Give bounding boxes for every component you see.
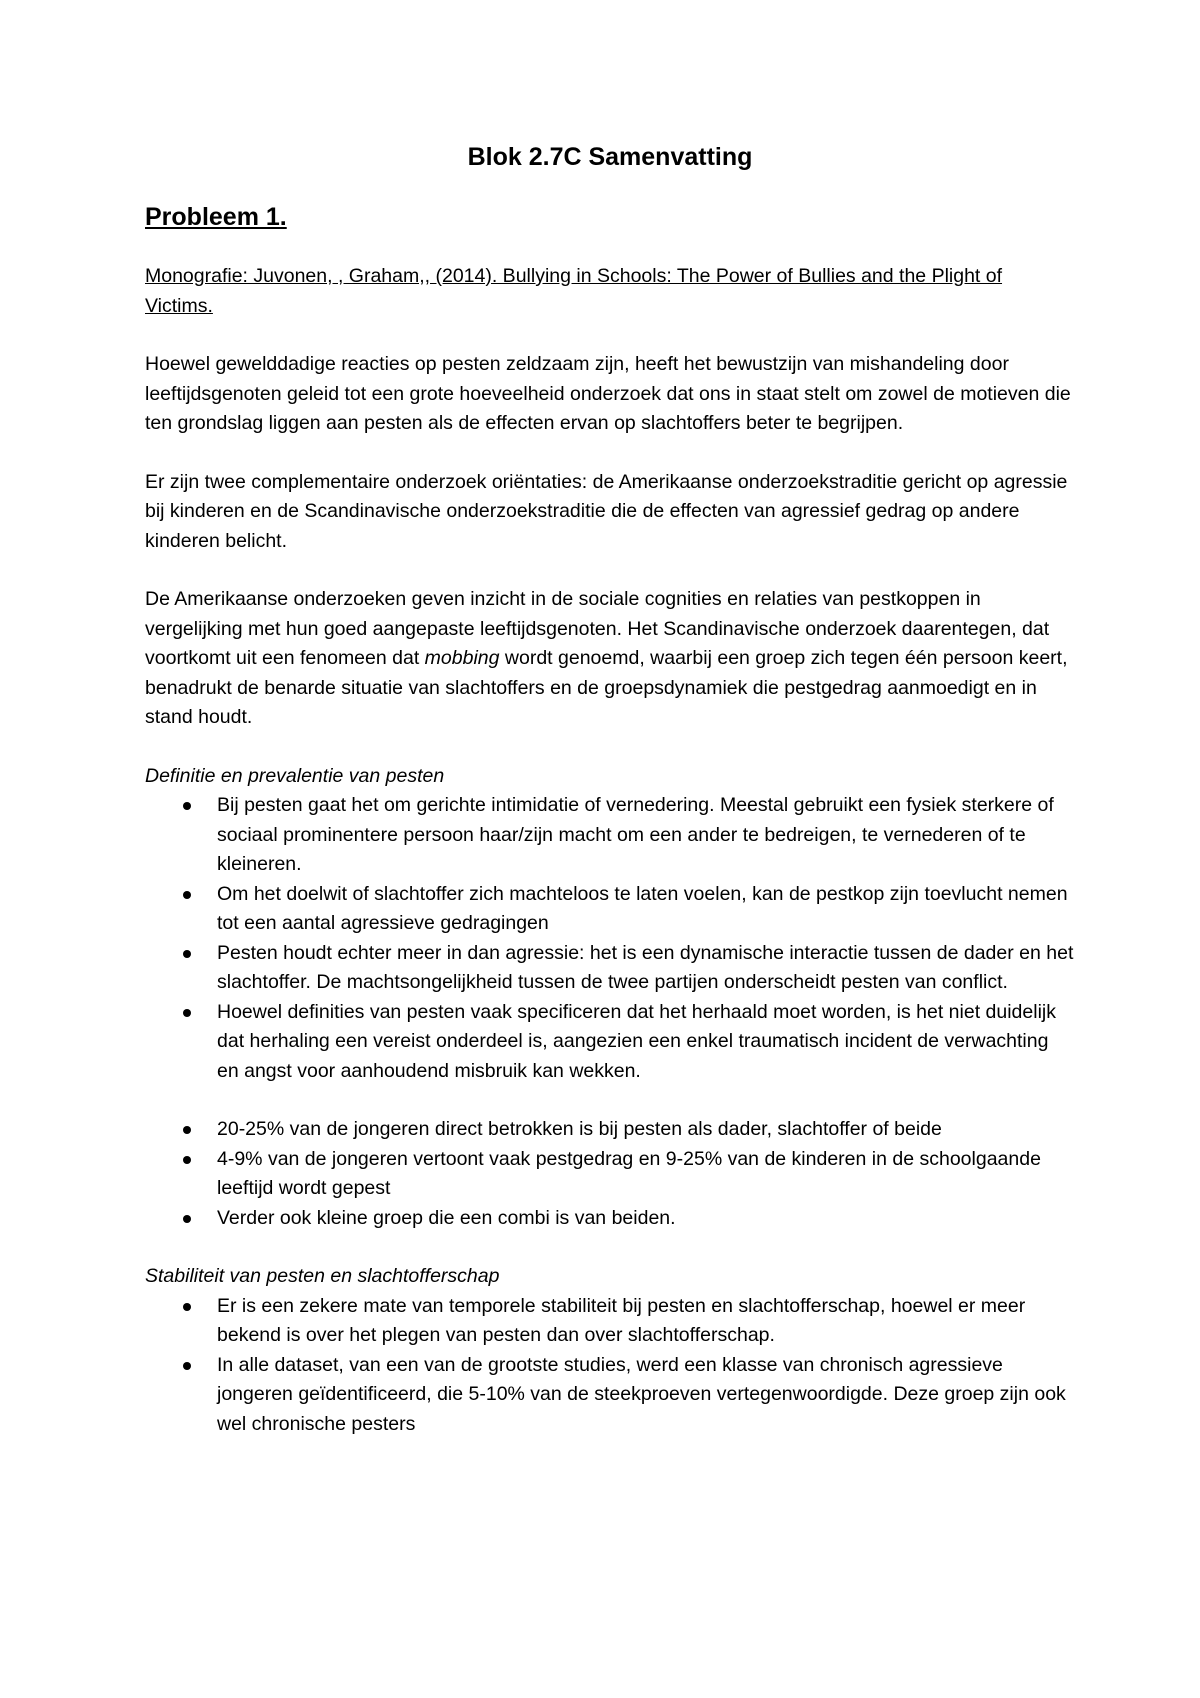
list-item xyxy=(217,1115,1075,1145)
document-content xyxy=(145,140,1075,1468)
list-item xyxy=(217,1292,1075,1351)
bullet-dot-icon xyxy=(183,1009,191,1017)
list-item-text: Hoewel definities van pesten vaak specificeren dat het herhaald moet worden, is het niet duidelijk dat herhaling een vereist onderdeel is, aangezien een enkel traumatisch incident de verwachting en angst voor aanhoudend misbruik kan wekken. xyxy=(217,1000,1056,1082)
literature-reference: Monografie: Juvonen, , Graham,, (2014). Bullying in Schools: The Power of Bullies and the Plight of Victims. xyxy=(145,265,1003,317)
paragraph-text-before: De Amerikaanse onderzoeken geven inzicht in de sociale cognities en relaties van pestkoppen in vergelijking met hun goed aangepaste leeftijdsgenoten. Het Scandinavische onderzoek daarentegen, dat voortkomt uit een fenomeen dat xyxy=(145,588,1050,669)
list-item xyxy=(217,1145,1075,1204)
bullet-list-prevalence xyxy=(145,1115,1075,1233)
bullet-list-definition xyxy=(145,791,1075,1086)
list-item-text: Verder ook kleine groep die een combi is van beiden. xyxy=(217,1206,676,1229)
paragraph-intro: Hoewel gewelddadige reacties op pesten zeldzaam zijn, heeft het bewustzijn van mishandeling door leeftijdsgenoten geleid tot een grote hoeveelheid onderzoek dat ons in staat stelt om zowel de motieven die ten grondslag liggen aan pesten als de effecten ervan op slachtoffers beter te begrijpen. xyxy=(145,353,1071,434)
list-item-text: In alle dataset, van een van de grootste studies, werd een klasse van chronisch agressieve jongeren geïdentificeerd, die 5-10% van de steekproeven vertegenwoordigde. Deze groep zijn ook wel chronische pesters xyxy=(217,1353,1066,1435)
list-item-text: Bij pesten gaat het om gerichte intimidatie of vernedering. Meestal gebruikt een fysiek sterkere of sociaal prominentere persoon haar/zijn macht om een ander te bedreigen, te vernederen of te kleineren. xyxy=(217,794,1054,875)
emphasized-term-mobbing: mobbing xyxy=(424,647,500,669)
paragraph-research-traditions xyxy=(145,585,1075,733)
list-item xyxy=(217,998,1075,1087)
list-item-text: Om het doelwit of slachtoffer zich machteloos te laten voelen, kan de pestkop zijn toevlucht nemen tot een aantal agressieve gedragingen xyxy=(217,882,1068,934)
bullet-dot-icon xyxy=(183,1156,191,1164)
list-item xyxy=(217,1204,1075,1234)
list-item-text: Pesten houdt echter meer in dan agressie: het is een dynamische interactie tussen de dader en het slachtoffer. De machtsongelijkheid tussen de twee partijen onderscheidt pesten van conflict. xyxy=(217,941,1074,993)
bullet-dot-icon xyxy=(183,1362,191,1370)
list-item xyxy=(217,1351,1075,1440)
subheading-stability: Stabiliteit van pesten en slachtofferschap xyxy=(145,1265,500,1287)
bullet-dot-icon xyxy=(183,950,191,958)
subheading-definition: Definitie en prevalentie van pesten xyxy=(145,764,445,787)
paragraph-text-after: wordt genoemd, waarbij een groep zich tegen één persoon keert, benadrukt de benarde situatie van slachtoffers en de groepsdynamiek die pestgedrag aanmoedigt en in stand houdt. xyxy=(145,647,1068,728)
document-title: Blok 2.7C Samenvatting xyxy=(467,143,753,171)
paragraph-orientations: Er zijn twee complementaire onderzoek oriëntaties: de Amerikaanse onderzoekstraditie gericht op agressie bij kinderen en de Scandinavische onderzoekstraditie die de effecten van agressief gedrag op andere kinderen belicht. xyxy=(145,470,1068,552)
list-item xyxy=(217,880,1075,939)
bullet-dot-icon xyxy=(183,1303,191,1311)
list-item xyxy=(217,791,1075,880)
list-item-text: Er is een zekere mate van temporele stabiliteit bij pesten en slachtofferschap, hoewel er meer bekend is over het plegen van pesten dan over slachtofferschap. xyxy=(217,1294,1026,1346)
bullet-dot-icon xyxy=(183,1215,191,1223)
section-heading-probleem: Probleem 1. xyxy=(145,203,287,231)
bullet-dot-icon xyxy=(183,891,191,899)
list-item-text: 20-25% van de jongeren direct betrokken is bij pesten als dader, slachtoffer of beide xyxy=(217,1118,942,1140)
bullet-dot-icon xyxy=(183,1126,191,1134)
bullet-list-stability xyxy=(145,1292,1075,1440)
list-item xyxy=(217,939,1075,998)
bullet-dot-icon xyxy=(183,802,191,810)
list-item-text: 4-9% van de jongeren vertoont vaak pestgedrag en 9-25% van de kinderen in de schoolgaande leeftijd wordt gepest xyxy=(217,1147,1041,1199)
